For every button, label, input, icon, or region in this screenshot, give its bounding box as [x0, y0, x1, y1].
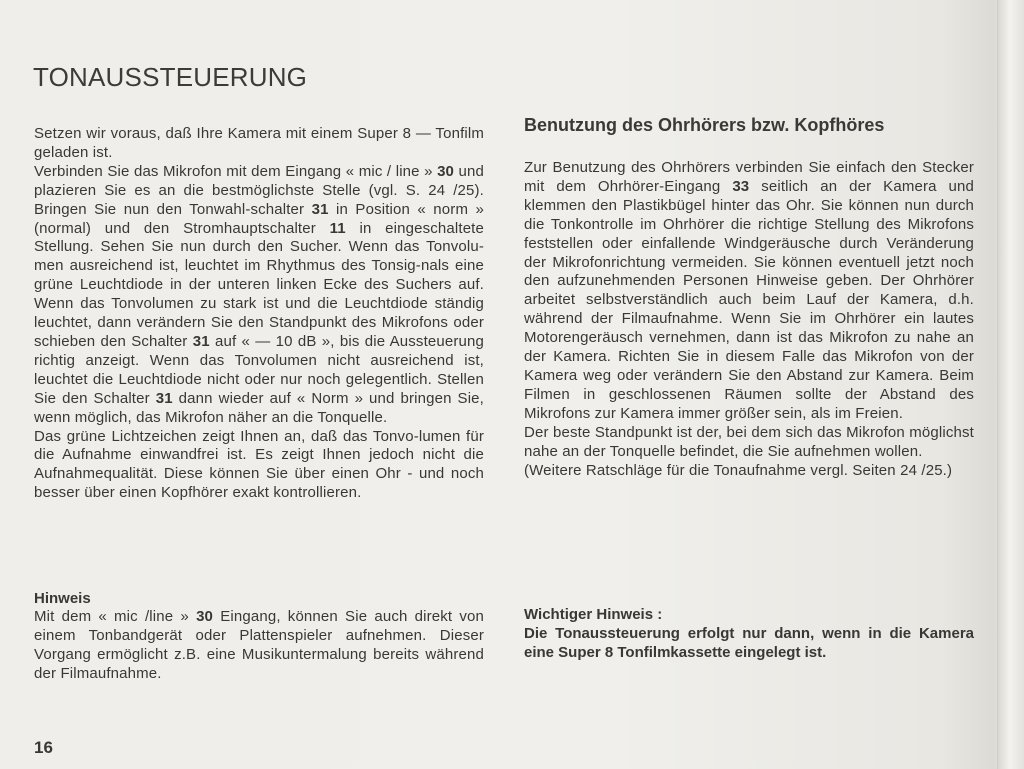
- text-run: dann wieder auf « Norm » und bringen Sie, wenn möglich, das Mikrofon näher an die Tonquelle.: [34, 389, 484, 426]
- left-column: [34, 125, 484, 503]
- ref-number: 31: [155, 389, 173, 407]
- text-run: seitlich an der Kamera und klemmen den Plastikbügel hinter das Ohr. Sie können nun durch die Tonkontrolle im Ohrhörer die richtige Stellung des Mikrofons feststellen oder einfallende Windgeräusche durch Veränderung der Mikrofonrichtung vermeiden. Sie können eventuell jetzt noch den aufzunehmenden Personen Hinweise geben. Der Ohrhörer arbeitet selbstverständlich auch beim Lauf der Kamera, d.h. während der Filmaufnahme. Wenn Sie im Ohrhörer ein lautes Motorengeräusch vernehmen, dann ist das Mikrofon zu nahe an der Kamera. Richten Sie in diesem Falle das Mikrofon von der Kamera weg oder verändern Sie den Abstand zur Kamera. Beim Filmen in geschlossenen Räumen sollte der Abstand des Mikrofons zur Kamera immer größer sein, als im Freien.: [524, 177, 974, 422]
- lichtzeichen-paragraph: Das grüne Lichtzeichen zeigt Ihnen an, daß das Tonvo-lumen für die Aufnahme einwandfrei ist. Es zeigt Ihnen jedoch nicht die Aufnahmequalität. Diese können Sie über einen Ohr - und noch besser über einen Kopfhörer exakt kontrollieren.: [34, 427, 484, 502]
- instructions-paragraph: [34, 163, 484, 428]
- important-body: Die Tonaussteuerung erfolgt nur dann, wenn in die Kamera eine Super 8 Tonfilmkassette eingelegt ist.: [524, 625, 974, 661]
- text-run: in eingeschaltete Stellung. Sehen Sie nun durch den Sucher. Wenn das Tonvolu-men ausreichend ist, leuchtet im Rhythmus des Tonsig-nals eine grüne Leuchtdiode in der unteren linken Ecke des Suchers auf. Wenn das Tonvolumen zu stark ist und die Leuchtdiode ständig leuchtet, dann verändern Sie den Standpunkt des Mikrofons oder schieben den Schalter: [34, 219, 484, 350]
- ref-number: 31: [311, 200, 329, 218]
- intro-paragraph: Setzen wir voraus, daß Ihre Kamera mit einem Super 8 — Tonfilm geladen ist.: [34, 125, 484, 161]
- text-run: und plazieren Sie es an die bestmöglichste Stelle (vgl. S. 24 /25). Bringen Sie nun den Tonwahl-schalter: [34, 162, 484, 218]
- text-run: Verbinden Sie das Mikrofon mit dem Eingang « mic / line »: [34, 162, 438, 180]
- text-run: Zur Benutzung des Ohrhörers verbinden Sie einfach den Stecker mit dem Ohrhörer-Eingang: [524, 159, 974, 195]
- hinweis-heading: Hinweis: [34, 590, 91, 607]
- ref-number: 31: [192, 332, 210, 350]
- ref-number: 30: [196, 608, 214, 625]
- text-run: auf « — 10 dB », bis die Aussteuerung richtig anzeigt. Wenn das Tonvolumen nicht ausreichend ist, leuchtet die Leuchtdiode nicht oder nur noch gelegentlich. Stellen Sie den Schalter: [34, 332, 485, 407]
- ratschlaege-paragraph: (Weitere Ratschläge für die Tonaufnahme vergl. Seiten 24 /25.): [524, 461, 953, 479]
- ref-number: 11: [329, 219, 346, 237]
- right-column: [524, 159, 974, 480]
- important-heading: Wichtiger Hinweis :: [524, 606, 663, 623]
- section-heading: Benutzung des Ohrhörers bzw. Kopfhöres: [524, 115, 885, 135]
- text-run: in Position « norm » (normal) und den Stromhauptschalter: [34, 200, 484, 237]
- standpunkt-paragraph: Der beste Standpunkt ist der, bei dem sich das Mikrofon möglichst nahe an der Tonquelle befindet, die Sie aufnehmen wollen.: [524, 423, 974, 460]
- ohrhoerer-paragraph: [524, 159, 974, 424]
- page-number: 16: [34, 738, 53, 757]
- important-note: [524, 605, 974, 662]
- ref-number: 33: [732, 177, 750, 195]
- page-title: TONAUSSTEUERUNG: [33, 62, 308, 92]
- text-run: Mit dem « mic /line »: [34, 608, 197, 625]
- ref-number: 30: [437, 162, 455, 180]
- page-edge: [997, 0, 1024, 769]
- hinweis-paragraph: [34, 608, 484, 684]
- text-run: Eingang, können Sie auch direkt von einem Tonbandgerät oder Plattenspieler aufnehmen. Dieser Vorgang ermöglicht z.B. eine Musikuntermalung bereits während der Filmaufnahme.: [34, 608, 485, 682]
